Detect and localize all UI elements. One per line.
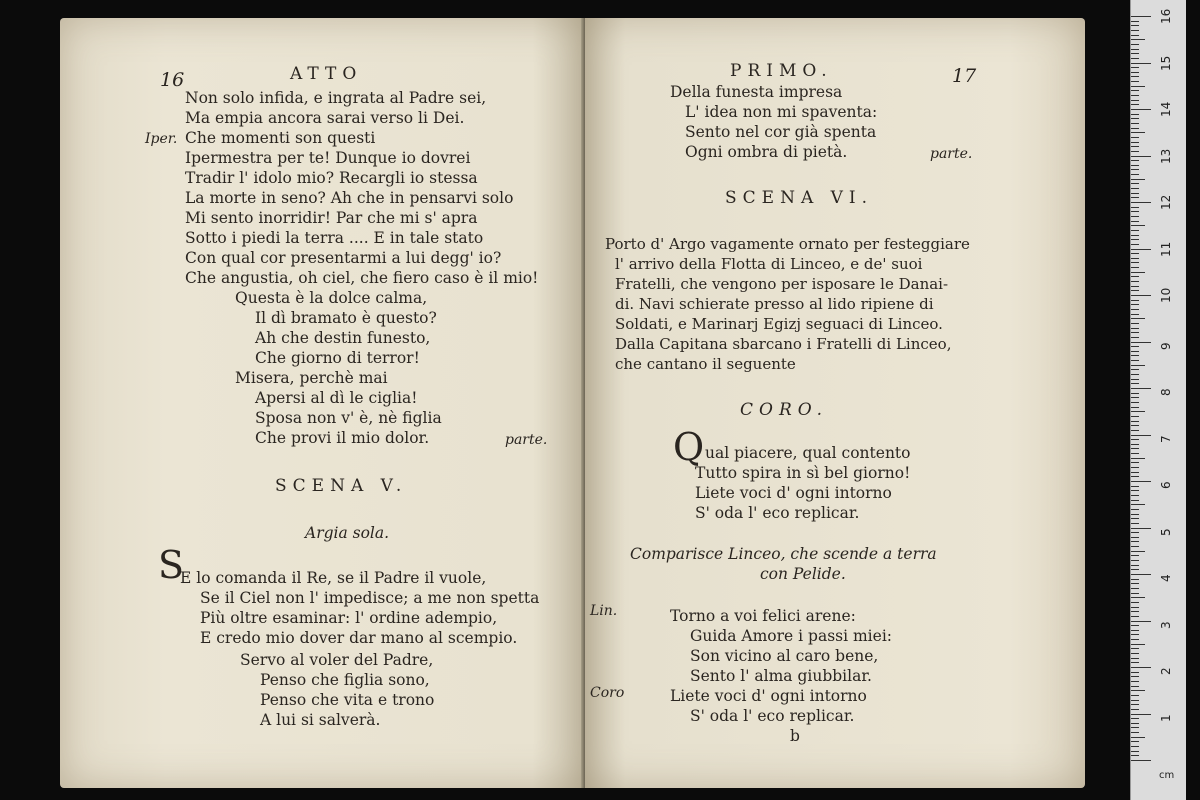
text-line: Liete voci d' ogni intorno [695, 484, 892, 502]
ruler-unit: cm [1159, 770, 1175, 781]
ruler-tick [1131, 532, 1139, 533]
ruler-tick [1131, 621, 1151, 622]
ruler-tick [1131, 681, 1139, 682]
book-spread [40, 18, 1090, 788]
ruler-tick [1131, 737, 1145, 738]
text-line: Con qual cor presentarmi a lui degg' io? [185, 249, 502, 267]
ruler-tick [1131, 453, 1139, 454]
ruler-tick [1131, 58, 1139, 59]
text-line: Più oltre esaminar: l' ordine adempio, [200, 609, 498, 627]
ruler-tick [1131, 625, 1139, 626]
ruler-tick [1131, 300, 1139, 301]
ruler-tick [1131, 714, 1151, 715]
ruler-tick [1131, 272, 1145, 273]
ruler-tick [1131, 611, 1139, 612]
page-number-left: 16 [160, 69, 185, 91]
text-line: Che provi il mio dolor. [255, 429, 430, 447]
text-line: Che angustia, oh ciel, che fiero caso è il mio! [185, 269, 539, 287]
ruler-tick [1131, 430, 1139, 431]
ruler-tick [1131, 142, 1139, 143]
ruler-tick [1131, 653, 1139, 654]
ruler-tick [1131, 239, 1139, 240]
text-line: Mi sento inorridir! Par che mi s' apra [185, 209, 478, 227]
text-line: Sento nel cor già spenta [685, 123, 877, 141]
ruler-tick [1131, 579, 1139, 580]
exit-direction: parte. [505, 432, 548, 448]
scene-subtitle: Argia sola. [305, 524, 390, 542]
ruler-tick [1131, 723, 1139, 724]
ruler-tick [1131, 732, 1139, 733]
text-line: Non solo infida, e ingrata al Padre sei, [185, 89, 487, 107]
ruler-tick [1131, 183, 1139, 184]
ruler-number: 2 [1159, 667, 1173, 675]
speaker-label: Iper. [145, 131, 178, 147]
ruler-tick [1131, 569, 1139, 570]
ruler-tick [1131, 383, 1139, 384]
ruler-tick [1131, 644, 1145, 645]
ruler-tick [1131, 67, 1139, 68]
measurement-ruler [1130, 0, 1186, 800]
ruler-number: 15 [1159, 55, 1173, 71]
text-line: Ma empia ancora sarai verso li Dei. [185, 109, 465, 127]
text-line: Ogni ombra di pietà. [685, 143, 848, 161]
ruler-tick [1131, 337, 1139, 338]
ruler-tick [1131, 267, 1139, 268]
ruler-tick [1131, 541, 1139, 542]
ruler-tick [1131, 90, 1139, 91]
ruler-tick [1131, 221, 1139, 222]
ruler-tick [1131, 100, 1139, 101]
running-head-right: PRIMO. [730, 61, 833, 81]
ruler-tick [1131, 439, 1139, 440]
ruler-tick [1131, 667, 1151, 668]
ruler-tick [1131, 518, 1139, 519]
ruler-tick [1131, 72, 1139, 73]
ruler-tick [1131, 648, 1139, 649]
ruler-number: 4 [1159, 574, 1173, 582]
stage-direction-line: con Pelide. [760, 565, 846, 583]
ruler-tick [1131, 616, 1139, 617]
ruler-tick [1131, 514, 1139, 515]
ruler-tick [1131, 95, 1139, 96]
ruler-tick [1131, 128, 1139, 129]
ruler-tick [1131, 374, 1139, 375]
text-line: Servo al voler del Padre, [240, 651, 434, 669]
ruler-tick [1131, 560, 1139, 561]
ruler-tick [1131, 109, 1151, 110]
ruler-tick [1131, 104, 1139, 105]
ruler-tick [1131, 388, 1151, 389]
ruler-tick [1131, 639, 1139, 640]
ruler-tick [1131, 411, 1145, 412]
text-line: Questa è la dolce calma, [235, 289, 428, 307]
ruler-tick [1131, 76, 1139, 77]
ruler-tick [1131, 35, 1139, 36]
right-page [585, 18, 1085, 788]
ruler-tick [1131, 462, 1139, 463]
ruler-tick [1131, 495, 1139, 496]
ruler-tick [1131, 193, 1139, 194]
text-line: Della funesta impresa [670, 83, 843, 101]
ruler-tick [1131, 156, 1151, 157]
ruler-tick [1131, 528, 1151, 529]
ruler-tick [1131, 435, 1151, 436]
scene-title: SCENA VI. [725, 188, 874, 208]
text-line: Sento l' alma giubbilar. [690, 667, 872, 685]
ruler-tick [1131, 444, 1139, 445]
text-line: Guida Amore i passi miei: [690, 627, 892, 645]
stage-direction-line: di. Navi schierate presso al lido ripiene di [615, 295, 934, 313]
ruler-tick [1131, 25, 1139, 26]
ruler-tick [1131, 402, 1139, 403]
text-line: Penso che figlia sono, [260, 671, 430, 689]
text-line: Sotto i piedi la terra .... E in tale stato [185, 229, 484, 247]
text-line: ual piacere, qual contento [705, 444, 911, 462]
ruler-tick [1131, 476, 1139, 477]
stage-direction-line: che cantano il seguente [615, 355, 796, 373]
ruler-tick [1131, 360, 1139, 361]
ruler-tick [1131, 165, 1139, 166]
text-line: L' idea non mi spaventa: [685, 103, 878, 121]
text-line: Misera, perchè mai [235, 369, 388, 387]
ruler-tick [1131, 249, 1151, 250]
ruler-tick [1131, 63, 1151, 64]
ruler-tick [1131, 676, 1139, 677]
ruler-tick [1131, 295, 1151, 296]
ruler-tick [1131, 746, 1139, 747]
text-line: Apersi al dì le ciglia! [255, 389, 418, 407]
ruler-tick [1131, 760, 1151, 761]
stage-direction-line: Soldati, e Marinarj Egizj seguaci di Linceo. [615, 315, 943, 333]
ruler-tick [1131, 504, 1145, 505]
ruler-tick [1131, 369, 1139, 370]
ruler-tick [1131, 634, 1139, 635]
ruler-tick [1131, 709, 1139, 710]
text-line: Il dì bramato è questo? [255, 309, 437, 327]
drop-cap: S [158, 543, 185, 587]
ruler-tick [1131, 727, 1139, 728]
ruler-tick [1131, 416, 1139, 417]
text-line: A lui si salverà. [260, 711, 381, 729]
ruler-tick [1131, 593, 1139, 594]
ruler-tick [1131, 546, 1139, 547]
ruler-tick [1131, 407, 1139, 408]
ruler-tick [1131, 472, 1139, 473]
ruler-number: 8 [1159, 388, 1173, 396]
ruler-tick [1131, 630, 1139, 631]
ruler-tick [1131, 700, 1139, 701]
ruler-tick [1131, 118, 1139, 119]
text-line: Liete voci d' ogni intorno [670, 687, 867, 705]
ruler-tick [1131, 755, 1139, 756]
ruler-tick [1131, 174, 1139, 175]
text-line: Sposa non v' è, nè figlia [255, 409, 442, 427]
ruler-tick [1131, 123, 1139, 124]
ruler-tick [1131, 379, 1139, 380]
speaker-label: Lin. [590, 603, 618, 619]
ruler-tick [1131, 690, 1145, 691]
ruler-number: 5 [1159, 527, 1173, 536]
signature-mark: b [790, 727, 800, 745]
ruler-tick [1131, 481, 1151, 482]
text-line: S' oda l' eco replicar. [695, 504, 860, 522]
ruler-tick [1131, 346, 1139, 347]
ruler-tick [1131, 574, 1151, 575]
ruler-tick [1131, 588, 1139, 589]
text-line: Ah che destin funesto, [255, 329, 431, 347]
ruler-tick [1131, 393, 1139, 394]
ruler-tick [1131, 276, 1139, 277]
stage-direction-line: Fratelli, che vengono per isposare le Danai- [615, 275, 949, 293]
ruler-tick [1131, 81, 1139, 82]
ruler-tick [1131, 509, 1139, 510]
ruler-number: 6 [1159, 481, 1173, 489]
ruler-tick [1131, 244, 1139, 245]
ruler-tick [1131, 286, 1139, 287]
ruler-tick [1131, 751, 1139, 752]
ruler-tick [1131, 188, 1139, 189]
ruler-tick [1131, 448, 1139, 449]
ruler-tick [1131, 304, 1139, 305]
ruler-tick [1131, 662, 1139, 663]
ruler-tick [1131, 132, 1145, 133]
ruler-number: 10 [1159, 287, 1173, 303]
ruler-tick [1131, 253, 1139, 254]
ruler-tick [1131, 686, 1139, 687]
ruler-tick [1131, 262, 1139, 263]
ruler-tick [1131, 314, 1139, 315]
ruler-tick [1131, 523, 1139, 524]
ruler-number: 3 [1159, 620, 1173, 629]
ruler-tick [1131, 421, 1139, 422]
text-line: Torno a voi felici arene: [670, 607, 856, 625]
ruler-number: 7 [1159, 434, 1173, 443]
text-line: Che momenti son questi [185, 129, 376, 147]
ruler-tick [1131, 332, 1139, 333]
text-line: La morte in seno? Ah che in pensarvi solo [185, 189, 514, 207]
text-line: S' oda l' eco replicar. [690, 707, 855, 725]
ruler-tick [1131, 53, 1139, 54]
ruler-tick [1131, 602, 1139, 603]
ruler-tick [1131, 211, 1139, 212]
ruler-number: 9 [1159, 341, 1173, 350]
ruler-tick [1131, 718, 1139, 719]
ruler-tick [1131, 704, 1139, 705]
ruler-tick [1131, 137, 1139, 138]
ruler-tick [1131, 235, 1139, 236]
ruler-tick [1131, 490, 1139, 491]
ruler-tick [1131, 741, 1139, 742]
ruler-number: 1 [1159, 713, 1173, 722]
ruler-tick [1131, 21, 1139, 22]
drop-cap: Q [673, 425, 705, 469]
scene-title: SCENA V. [275, 476, 408, 496]
running-head-left: ATTO [290, 64, 363, 84]
ruler-tick [1131, 225, 1145, 226]
ruler-tick [1131, 318, 1145, 319]
ruler-tick [1131, 290, 1139, 291]
ruler-tick [1131, 537, 1139, 538]
text-line: Ipermestra per te! Dunque io dovrei [185, 149, 471, 167]
ruler-tick [1131, 49, 1139, 50]
chorus-title: CORO. [740, 400, 829, 420]
ruler-tick [1131, 551, 1145, 552]
text-line: Tradir l' idolo mio? Recargli io stessa [185, 169, 478, 187]
ruler-tick [1131, 323, 1139, 324]
ruler-tick [1131, 197, 1139, 198]
ruler-tick [1131, 179, 1145, 180]
text-line: Penso che vita e trono [260, 691, 435, 709]
page-number-right: 17 [952, 65, 977, 87]
text-line: Tutto spira in sì bel giorno! [695, 464, 911, 482]
ruler-tick [1131, 658, 1139, 659]
ruler-tick [1131, 695, 1139, 696]
ruler-number: 14 [1159, 101, 1173, 117]
ruler-tick [1131, 39, 1145, 40]
ruler-tick [1131, 114, 1139, 115]
stage-direction-line: Dalla Capitana sbarcano i Fratelli di Linceo, [615, 335, 952, 353]
ruler-number: 11 [1159, 241, 1173, 257]
text-line: E lo comanda il Re, se il Padre il vuole, [180, 569, 487, 587]
ruler-tick [1131, 555, 1139, 556]
exit-direction: parte. [930, 146, 973, 162]
ruler-tick [1131, 44, 1139, 45]
ruler-tick [1131, 500, 1139, 501]
left-page [60, 18, 585, 788]
ruler-tick [1131, 458, 1145, 459]
ruler-tick [1131, 258, 1139, 259]
ruler-tick [1131, 309, 1139, 310]
ruler-tick [1131, 146, 1139, 147]
text-line: Se il Ciel non l' impedisce; a me non spetta [200, 589, 540, 607]
ruler-tick [1131, 207, 1139, 208]
ruler-tick [1131, 169, 1139, 170]
ruler-number: 13 [1159, 148, 1173, 164]
ruler-tick [1131, 565, 1139, 566]
ruler-tick [1131, 30, 1139, 31]
ruler-tick [1131, 281, 1139, 282]
ruler-tick [1131, 397, 1139, 398]
ruler-tick [1131, 86, 1145, 87]
ruler-tick [1131, 355, 1139, 356]
speaker-label: Coro [590, 685, 625, 701]
ruler-tick [1131, 216, 1139, 217]
ruler-tick [1131, 467, 1139, 468]
stage-direction-line: Comparisce Linceo, che scende a terra [630, 545, 937, 563]
ruler-tick [1131, 672, 1139, 673]
ruler-tick [1131, 202, 1151, 203]
ruler-tick [1131, 351, 1139, 352]
stage-direction-line: l' arrivo della Flotta di Linceo, e de' suoi [615, 255, 923, 273]
ruler-tick [1131, 151, 1139, 152]
ruler-tick [1131, 597, 1145, 598]
ruler-number: 12 [1159, 194, 1173, 210]
ruler-tick [1131, 583, 1139, 584]
ruler-tick [1131, 342, 1151, 343]
text-line: E credo mio dover dar mano al scempio. [200, 629, 518, 647]
ruler-tick [1131, 230, 1139, 231]
ruler-tick [1131, 365, 1145, 366]
stage-direction-line: Porto d' Argo vagamente ornato per festeggiare [605, 235, 970, 253]
ruler-tick [1131, 16, 1151, 17]
text-line: Son vicino al caro bene, [690, 647, 879, 665]
ruler-tick [1131, 160, 1139, 161]
ruler-tick [1131, 328, 1139, 329]
text-line: Che giorno di terror! [255, 349, 420, 367]
ruler-number: 16 [1159, 8, 1173, 24]
ruler-tick [1131, 486, 1139, 487]
ruler-tick [1131, 607, 1139, 608]
ruler-tick [1131, 425, 1139, 426]
